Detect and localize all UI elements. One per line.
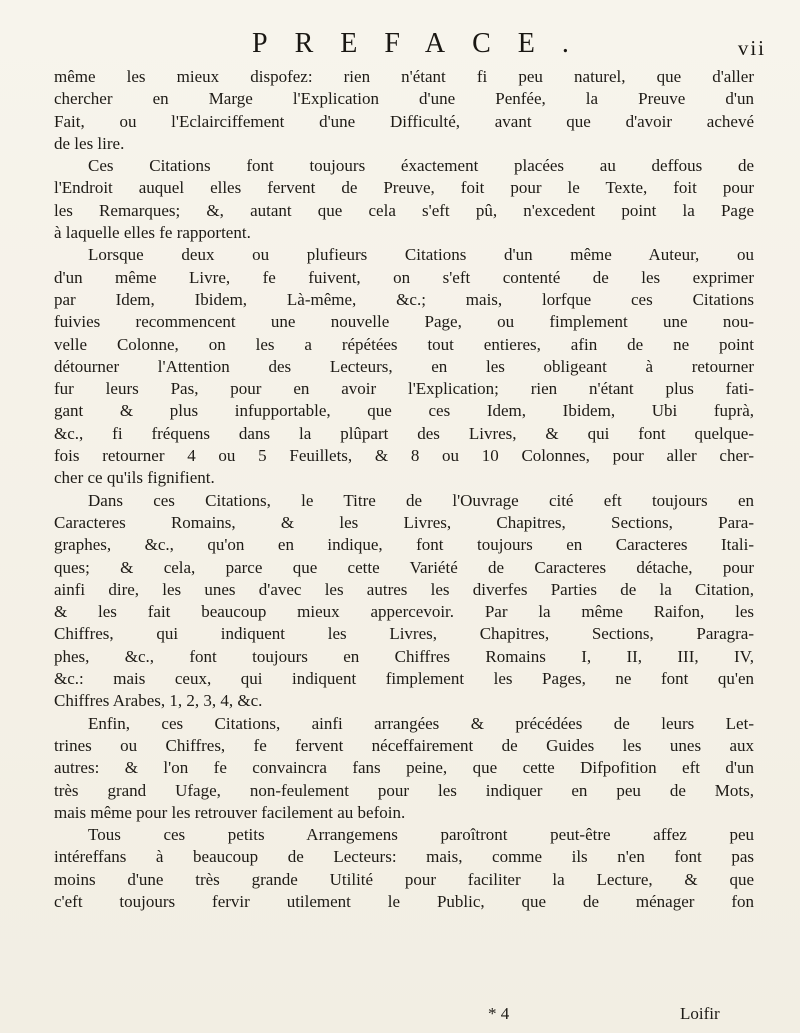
text-line: Tous ces petits Arrangemens paroîtront peut-être affez peu [88, 825, 754, 845]
text-line: fur leurs Pas, pour en avoir l'Explication; rien n'étant plus fati- [54, 379, 754, 399]
text-line: c'eft toujours fervir utilement le Public, que de ménager fon [54, 891, 754, 911]
text-line: Ces Citations font toujours éxactement placées au deffous de [88, 156, 754, 176]
text-line: & les fait beaucoup mieux appercevoir. Par la même Raifon, les [54, 602, 754, 622]
text-line: autres: & l'on fe convaincra fans peine, que cette Difpofition eft d'un [54, 758, 754, 778]
text-line: ques; & cela, parce que cette Variété de Caracteres détache, pour [54, 557, 754, 577]
text-line: graphes, &c., qu'on en indique, font toujours en Caracteres Itali- [54, 535, 754, 555]
text-line: phes, &c., font toujours en Chiffres Romains I, II, III, IV, [54, 646, 754, 666]
running-title: PREFACE. [252, 28, 596, 59]
text-line: les Remarques; &, autant que cela s'eft pû, n'excedent point la Page [54, 200, 754, 220]
text-line: fois retourner 4 ou 5 Feuillets, & 8 ou 10 Colonnes, pour aller cher- [54, 446, 754, 466]
text-line: Caracteres Romains, & les Livres, Chapitres, Sections, Para- [54, 512, 754, 532]
text-line: à laquelle elles fe rapportent. [54, 223, 251, 243]
catchword: Loifir [680, 1004, 720, 1023]
text-line: fuivies recommencent une nouvelle Page, ou fimplement une nou- [54, 312, 754, 332]
text-line: Chiffres Arabes, 1, 2, 3, 4, &c. [54, 691, 263, 711]
text-line: moins d'une très grande Utilité pour faciliter la Lecture, & que [54, 869, 754, 889]
text-line: de les lire. [54, 133, 125, 153]
text-line: très grand Ufage, non-feulement pour les indiquer en peu de Mots, [54, 780, 754, 800]
text-line: Chiffres, qui indiquent les Livres, Chapitres, Sections, Paragra- [54, 624, 754, 644]
signature-mark: * 4 [488, 1004, 510, 1023]
text-line: mais même pour les retrouver facilement au befoin. [54, 802, 406, 822]
text-line: cher ce qu'ils fignifient. [54, 468, 215, 488]
text-line: trines ou Chiffres, fe fervent néceffairement de Guides les unes aux [54, 735, 754, 755]
body-text [54, 66, 754, 913]
text-line: Fait, ou l'Eclairciffement d'une Difficulté, avant que d'avoir achevé [54, 111, 754, 131]
text-line: &c.: mais ceux, qui indiquent fimplement les Pages, ne font qu'en [54, 669, 754, 689]
text-line: Enfin, ces Citations, ainfi arrangées & précédées de leurs Let- [88, 713, 754, 733]
text-line: détourner l'Attention des Lecteurs, en les obligeant à retourner [54, 356, 754, 376]
page-footer [0, 1004, 800, 1028]
text-line: ainfi dire, les unes d'avec les autres les diverfes Parties de la Citation, [54, 579, 754, 599]
text-line: par Idem, Ibidem, Là-même, &c.; mais, lorfque ces Citations [54, 289, 754, 309]
text-line: &c., fi fréquens dans la plûpart des Livres, & qui font quelque- [54, 423, 754, 443]
page-number: vii [737, 36, 766, 60]
text-line: velle Colonne, on les a répétées tout entieres, afin de ne point [54, 334, 754, 354]
text-line: chercher en Marge l'Explication d'une Penfée, la Preuve d'un [54, 89, 754, 109]
page-header [0, 20, 800, 60]
text-line: Dans ces Citations, le Titre de l'Ouvrage cité eft toujours en [88, 490, 754, 510]
text-line: l'Endroit auquel elles fervent de Preuve, foit pour le Texte, foit pour [54, 178, 754, 198]
text-line: gant & plus infupportable, que ces Idem, Ibidem, Ubi fuprà, [54, 401, 754, 421]
text-line: même les mieux dispofez: rien n'étant fi peu naturel, que d'aller [54, 67, 754, 86]
text-line: intéreffans à beaucoup de Lecteurs: mais, comme ils n'en font pas [54, 847, 754, 867]
text-line: Lorsque deux ou plufieurs Citations d'un même Auteur, ou [88, 245, 754, 265]
text-line: d'un même Livre, fe fuivent, on s'eft contenté de les exprimer [54, 267, 754, 287]
